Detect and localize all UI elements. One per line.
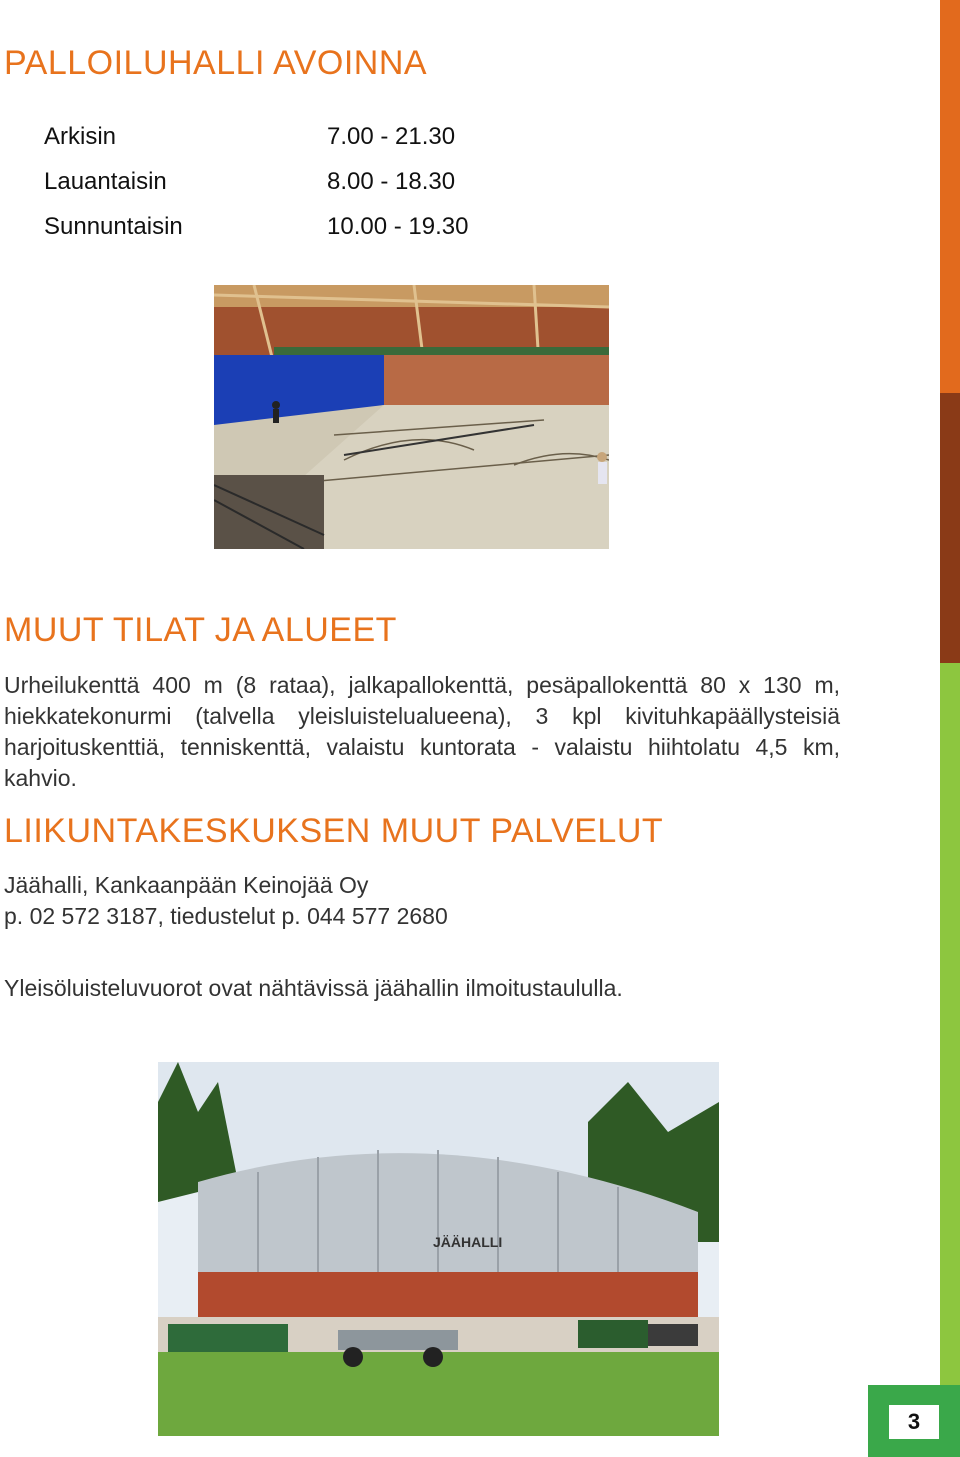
public-skating-note: Yleisöluisteluvuorot ovat nähtävissä jäähallin ilmoitustaululla. [4,975,623,1001]
hours-day: Sunnuntaisin [44,212,183,240]
ice-hall-photo [158,1062,719,1436]
hours-row-sunday [44,204,468,249]
opening-hours-title: PALLOILUHALLI AVOINNA [4,44,428,82]
ice-hall-sign: JÄÄHALLI [433,1234,503,1250]
ice-hall-name: Jäähalli, Kankaanpään Keinojää Oy [4,872,369,898]
other-facilities-title: MUUT TILAT JA ALUEET [4,611,397,649]
hours-row-weekdays [44,114,468,159]
page-number: 3 [889,1405,939,1439]
side-bar-brown [940,393,960,663]
sports-hall-photo [214,285,609,549]
hours-day: Lauantaisin [44,167,167,195]
services-title: LIIKUNTAKESKUKSEN MUUT PALVELUT [4,812,664,850]
ice-hall-phone: p. 02 572 3187, tiedustelut p. 044 577 2680 [4,903,448,929]
hours-day: Arkisin [44,122,117,150]
sports-hall-illustration [214,285,609,549]
side-bar-orange [940,0,960,393]
services-contact [4,870,448,932]
ice-hall-illustration [158,1062,719,1436]
hours-time: 8.00 - 18.30 [327,167,456,195]
hours-time: 7.00 - 21.30 [327,122,456,150]
opening-hours-table [44,114,468,249]
side-bar-green [940,663,960,1457]
hours-time: 10.00 - 19.30 [327,212,469,240]
other-facilities-text: Urheilukenttä 400 m (8 rataa), jalkapallokenttä, pesäpallokenttä 80 x 130 m, hiekkatekonurmi (talvella yleisluistelualueena), 3 kpl kivituhkapäällysteisiä harjoituskenttiä, tenniskenttä, valaistu kuntorata - valaistu hiihtolatu 4,5 km, kahvio. [4,672,840,791]
hours-row-saturday [44,159,468,204]
